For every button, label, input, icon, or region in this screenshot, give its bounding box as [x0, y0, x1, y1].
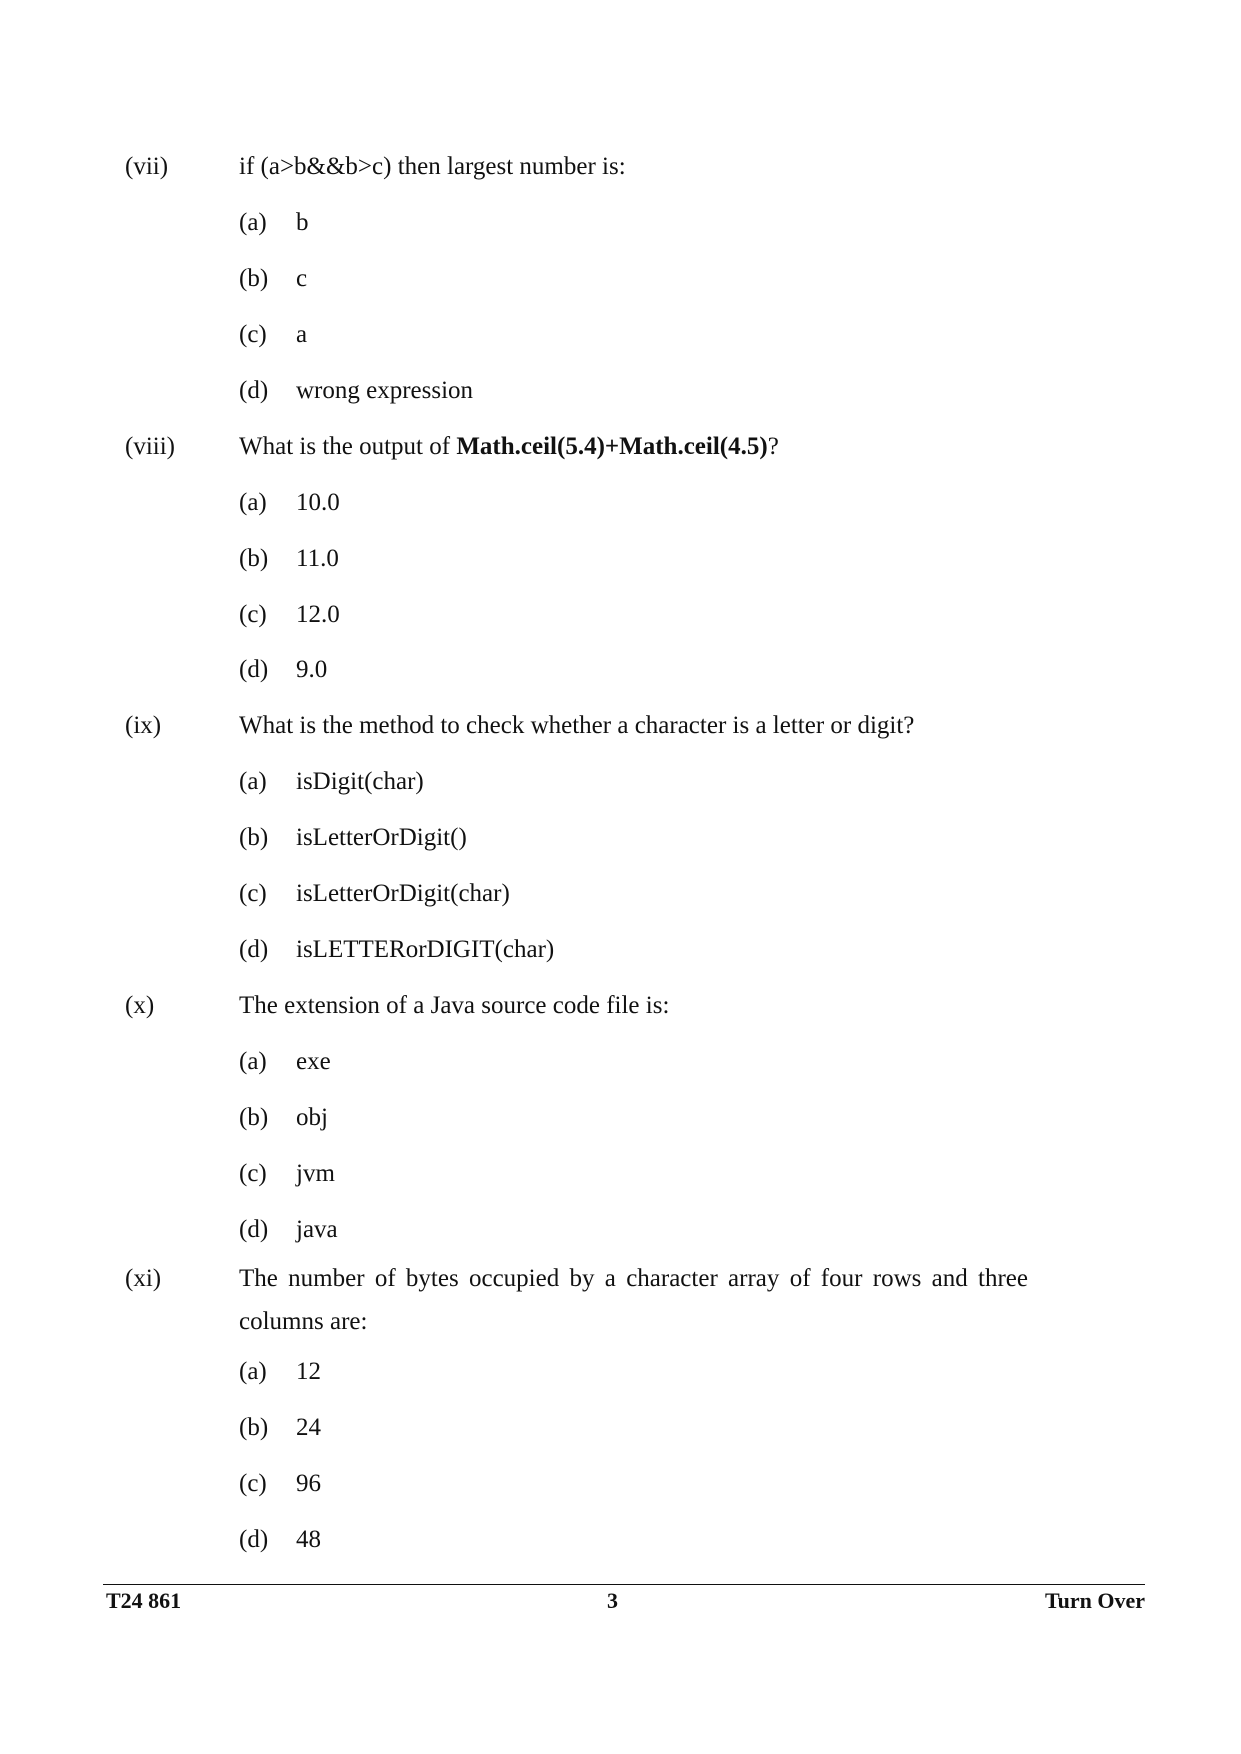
option-text: java [296, 1216, 338, 1243]
option-text: wrong expression [296, 377, 474, 404]
option-text: exe [296, 1048, 331, 1075]
option-label: (b) [239, 824, 269, 851]
option-text: isDigit(char) [296, 768, 424, 795]
option-text: 24 [296, 1414, 321, 1441]
option-x-d [239, 1217, 338, 1242]
option-label: (c) [239, 321, 267, 348]
option-text: obj [296, 1104, 328, 1131]
question-text-x: The extension of a Java source code file is: [239, 992, 670, 1019]
question-number-ix: (ix) [125, 712, 162, 739]
option-label: (b) [239, 545, 269, 572]
option-label: (d) [239, 1526, 269, 1553]
option-xi-c [239, 1471, 321, 1496]
option-vii-d [239, 378, 473, 403]
option-text: jvm [296, 1160, 335, 1187]
page-number: 3 [607, 1588, 618, 1613]
turn-over-note: Turn Over [1044, 1588, 1145, 1613]
question-text-part: ? [767, 433, 779, 460]
option-label: (b) [239, 265, 269, 292]
option-label: (a) [239, 1358, 267, 1385]
option-ix-b [239, 825, 467, 850]
question-number-viii: (viii) [125, 433, 175, 460]
option-xi-b [239, 1415, 321, 1440]
option-viii-c [239, 602, 340, 627]
option-viii-a [239, 490, 340, 515]
option-label: (d) [239, 377, 269, 404]
option-text: 10.0 [296, 489, 340, 516]
option-viii-d [239, 657, 327, 682]
question-text-ix: What is the method to check whether a character is a letter or digit? [239, 712, 915, 739]
question-text-xi-line1: The number of bytes occupied by a character array of four rows and three [239, 1265, 1028, 1292]
question-number-vii: (vii) [125, 153, 169, 180]
question-number-xi: (xi) [125, 1265, 162, 1292]
option-x-c [239, 1161, 335, 1186]
option-viii-b [239, 546, 339, 571]
option-text: 11.0 [296, 545, 339, 572]
question-text-vii: if (a>b&&b>c) then largest number is: [239, 153, 626, 180]
option-label: (d) [239, 656, 269, 683]
option-text: isLETTERorDIGIT(char) [296, 936, 555, 963]
option-label: (d) [239, 936, 269, 963]
option-label: (c) [239, 1470, 267, 1497]
option-ix-a [239, 769, 424, 794]
option-xi-a [239, 1359, 321, 1384]
option-ix-d [239, 937, 554, 962]
option-label: (a) [239, 1048, 267, 1075]
option-label: (b) [239, 1104, 269, 1131]
option-text: isLetterOrDigit() [296, 824, 467, 851]
question-number-x: (x) [125, 992, 155, 1019]
option-text: 12.0 [296, 601, 340, 628]
option-text: isLetterOrDigit(char) [296, 880, 510, 907]
question-text-viii [239, 434, 1029, 459]
option-label: (a) [239, 209, 267, 236]
footer-divider [103, 1584, 1145, 1585]
option-label: (a) [239, 768, 267, 795]
option-text: a [296, 321, 308, 348]
option-label: (c) [239, 880, 267, 907]
option-ix-c [239, 881, 510, 906]
option-x-b [239, 1105, 328, 1130]
math-expression: Math.ceil(5.4)+Math.ceil(4.5) [456, 433, 768, 460]
option-text: c [296, 265, 308, 292]
option-x-a [239, 1049, 331, 1074]
option-xi-d [239, 1527, 321, 1552]
option-label: (a) [239, 489, 267, 516]
question-text-part: What is the output of [239, 433, 457, 460]
question-text-xi-line2: columns are: [239, 1308, 368, 1335]
option-label: (c) [239, 1160, 267, 1187]
option-label: (b) [239, 1414, 269, 1441]
option-label: (d) [239, 1216, 269, 1243]
option-text: b [296, 209, 309, 236]
option-text: 48 [296, 1526, 321, 1553]
option-vii-a [239, 210, 309, 235]
paper-code: T24 861 [106, 1588, 182, 1613]
option-text: 96 [296, 1470, 321, 1497]
option-vii-c [239, 322, 307, 347]
option-label: (c) [239, 601, 267, 628]
option-text: 9.0 [296, 656, 328, 683]
option-text: 12 [296, 1358, 321, 1385]
option-vii-b [239, 266, 307, 291]
